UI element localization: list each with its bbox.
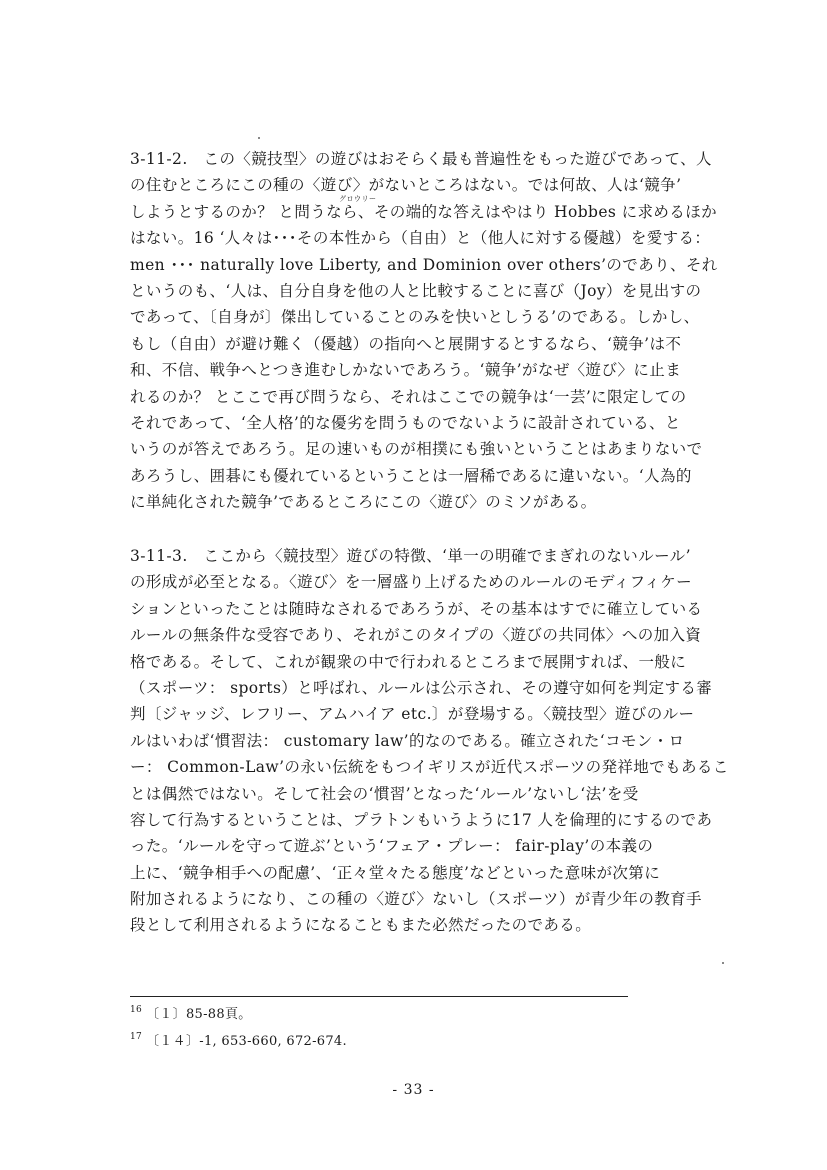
footnote-number: 16: [130, 1005, 143, 1015]
page-number: - 33 -: [392, 1082, 435, 1098]
text-line: れるのか？ とここで再び問うなら、それはここでの競争は‘一芸’に限定しての: [130, 387, 687, 406]
text-line: 格である。そして、これが観衆の中で行われるところまで展開すれば、一般に: [130, 652, 687, 671]
text-line: はない。16 ‘人々は･･･その本性から（自由）と（他人に対する優越）を愛する：: [130, 229, 711, 248]
footnote: [130, 1003, 252, 1022]
footnote-number: 17: [130, 1032, 143, 1042]
footnote: [130, 1030, 347, 1049]
paragraph-3-11-3: [130, 543, 730, 939]
text-line: った。‘ルールを守って遊ぶ’という‘フェア・プレー： fair-play’の本義の: [130, 837, 654, 856]
text-line: とは偶然ではない。そして社会の‘慣習’となった‘ルール’ないし‘法’を受: [130, 784, 639, 803]
text-line: ションといったことは随時なされるであろうが、その基本はすでに確立している: [130, 599, 703, 618]
footnote-text: 〔１４〕-1, 653-660, 672-674.: [146, 1034, 347, 1049]
text-line: 3-11-2. この〈競技型〉の遊びはおそらく最も普遍性をもった遊びであって、人: [130, 150, 712, 168]
ruby-annotation: グロウリー: [339, 195, 377, 203]
speck: [258, 137, 260, 139]
text-line: もし（自由）が避け難く（優越）の指向へと展開するとするなら、‘競争’は不: [130, 334, 682, 353]
text-line: あろうし、囲碁にも優れているということは一層稀であるに違いない。‘人為的: [130, 466, 692, 485]
text-line: に単純化された競争’であるところにこの〈遊び〉のミソがある。: [130, 493, 597, 512]
text-line: それであって、‘全人格’的な優劣を問うものでないように設計されている、と: [130, 413, 681, 432]
text-line: 容して行為するということは、プラトンもいうように17 人を倫理的にするのであ: [130, 810, 713, 829]
text-line: ルはいわば‘慣習法： customary law’的なのである。確立された‘コモン・ロ: [130, 731, 685, 750]
text-line: というのも、‘人は、自分自身を他の人と比較することに喜び（Joy）を見出すの: [130, 281, 702, 300]
text-line: の形成が必至となる。〈遊び〉を一層盛り上げるためのルールのモディフィケー: [130, 573, 693, 592]
text-line: の住むところにこの種の〈遊び〉がないところはない。では何故、人は‘競争’: [130, 176, 682, 195]
speck: [722, 962, 724, 964]
text-line: 3-11-3. ここから〈競技型〉遊びの特徴、‘単一の明確でまぎれのないルール’: [130, 547, 691, 565]
text-line: （スポーツ： sports）と呼ばれ、ルールは公示され、その遵守如何を判定する審: [130, 678, 713, 697]
text-line: であって、〔自身が〕傑出していることのみを快いとしうる’のである。しかし、: [130, 308, 700, 327]
text-line: 判〔ジャッジ、レフリー、アムハイア etc.〕が登場する。〈競技型〉遊びのルー: [130, 705, 695, 724]
text-line: ルールの無条件な受容であり、それがこのタイプの〈遊びの共同体〉への加入資: [130, 626, 702, 645]
text-line: しようとするのか？ と問うなら、その端的な答えはやはり Hobbes に求めるほか: [130, 202, 718, 221]
text-line: men ･･･ naturally love Liberty, and Dominion over others’のであり、それ: [130, 255, 718, 274]
footnote-separator: [130, 996, 628, 997]
text-line: ー： Common-Law’の永い伝統をもつイギリスが近代スポーツの発祥地でもあるこ: [130, 758, 729, 777]
paragraph-3-11-2: [130, 146, 730, 515]
text-line: いうのが答えであろう。足の速いものが相撲にも強いということはあまりないで: [130, 440, 703, 459]
text-line: 段として利用されるようになることもまた必然だったのである。: [130, 916, 592, 935]
footnote-text: 〔１〕85-88頁。: [146, 1007, 252, 1022]
text-line: 附加されるようになり、この種の〈遊び〉ないし（スポーツ）が青少年の教育手: [130, 890, 702, 909]
text-line: 和、不信、戦争へとつき進むしかないであろう。‘競争’がなぜ〈遊び〉に止ま: [130, 361, 682, 380]
text-line: 上に、‘競争相手への配慮’、‘正々堂々たる態度’などといった意味が次第に: [130, 863, 661, 882]
